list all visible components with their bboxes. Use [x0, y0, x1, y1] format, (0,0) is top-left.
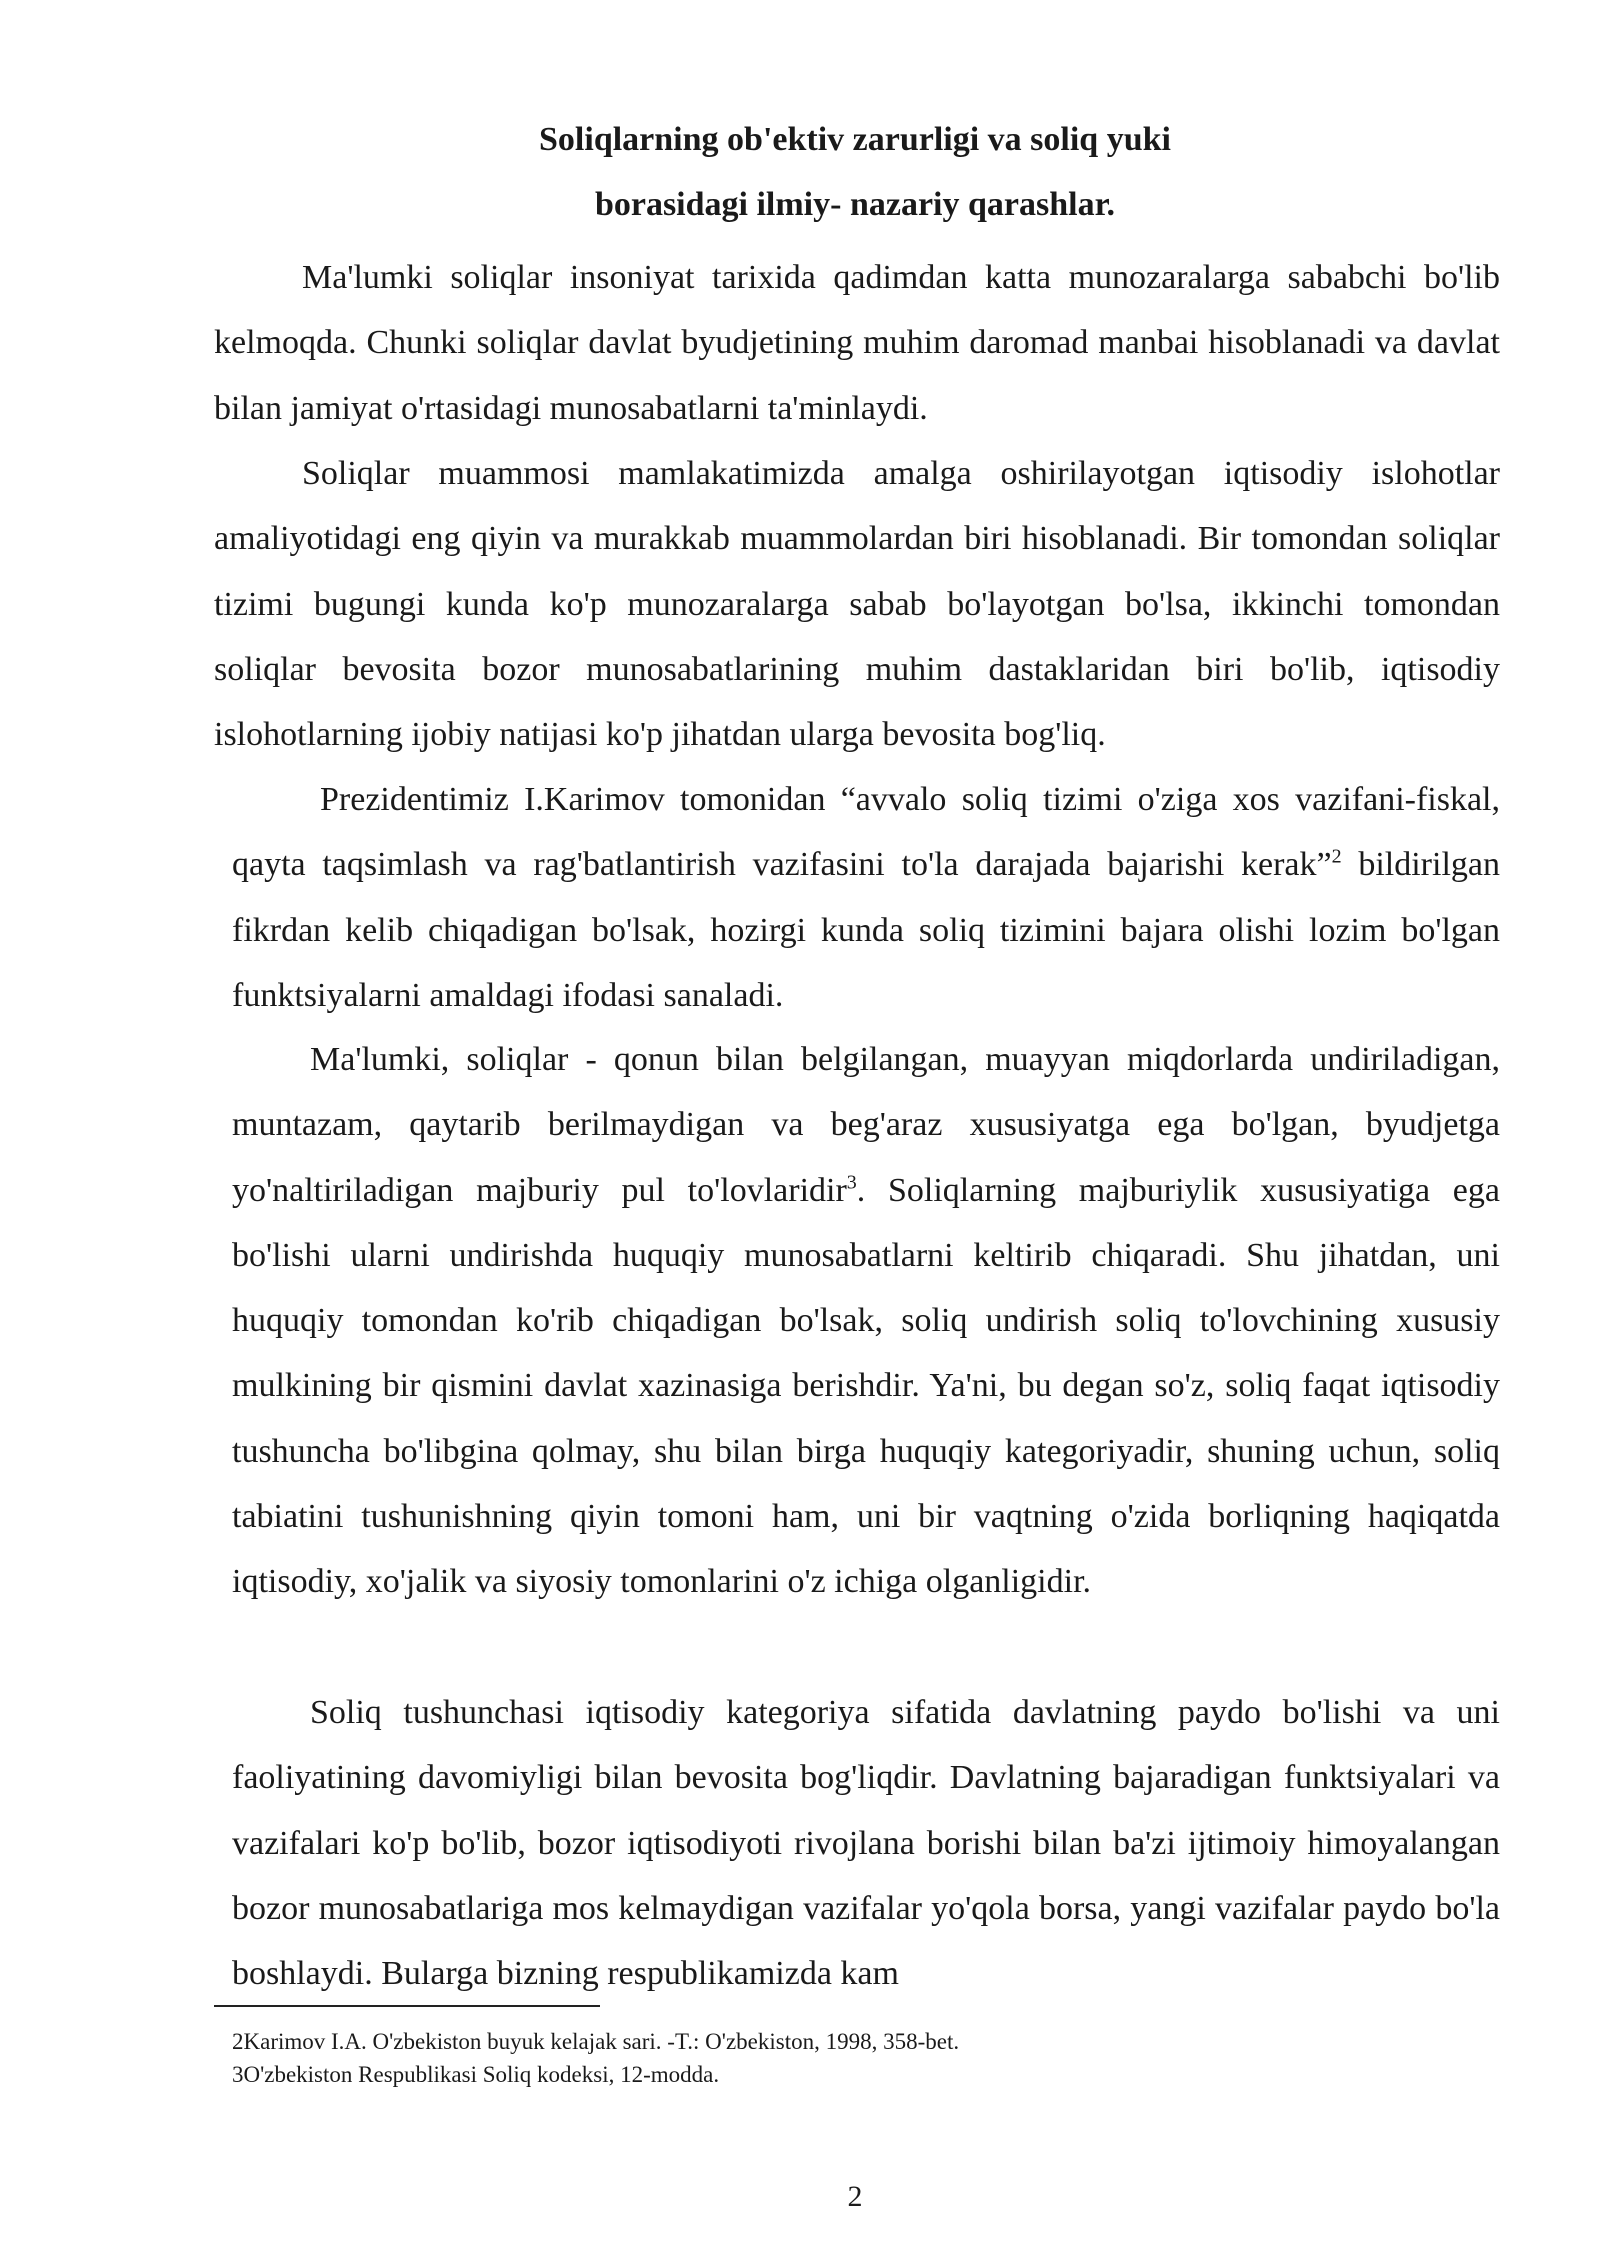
footnote-3 [232, 2058, 959, 2091]
paragraph-4-text-b: . Soliqlarning majburiylik xususiyatiga ega bo'lishi ularni undirishda huquqiy munosabatlarni keltirib chiqaradi. Shu jihatdan, uni huquqiy tomondan ko'rib chiqadigan bo'lsak, soliq undirish soliq to'lovchining xususiy mulkining bir qismini davlat xazinasiga berishdir. Ya'ni, bu degan so'z, soliq faqat iqtisodiy tushuncha bo'libgina qolmay, shu bilan birga huquqiy kategoriyadir, shuning uchun, soliq tabiatini tushunishning qiyin tomoni ham, uni bir vaqtning o'zida borliqning haqiqatda iqtisodiy, xo'jalik va siyosiy tomonlarini o'z ichiga olganligidir. [232, 1171, 1500, 1601]
page-number: 2 [847, 2180, 863, 2213]
paragraph-5: Soliq tushunchasi iqtisodiy kategoriya sifatida davlatning paydo bo'lishi va uni faoliyatining davomiyligi bilan bevosita bog'liqdir. Davlatning bajaradigan funktsiyalari va vazifalari ko'p bo'lib, bozor iqtisodiyoti rivojlana borishi bilan ba'zi ijtimoiy himoyalangan bozor munosabatlariga mos kelmaydigan vazifalar yo'qola borsa, yangi vazifalar paydo bo'la boshlaydi. Bularga bizning respublikamizda kam [232, 1694, 1500, 1993]
footnote-ref-3: 3 [846, 1171, 857, 1194]
heading-line-1: Soliqlarning ob'ektiv zarurligi va soliq yuki [539, 121, 1171, 158]
paragraph-1: Ma'lumki soliqlar insoniyat tarixida qadimdan katta munozaralarga sababchi bo'lib kelmoqda. Chunki soliqlar davlat byudjetining muhim daromad manbai hisoblanadi va davlat bilan jamiyat o'rtasidagi munosabatlarni ta'minlaydi. [214, 259, 1500, 427]
footnote-ref-2: 2 [1331, 845, 1342, 868]
footnote-text: O'zbekiston Respublikasi Soliq kodeksi, 12-modda. [243, 2062, 720, 2087]
paragraph-3 [232, 767, 1500, 1028]
footnote-2 [232, 2025, 959, 2058]
footnote-number: 3 [232, 2062, 244, 2087]
footnote-number: 2 [232, 2029, 244, 2054]
footnote-text: Karimov I.A. O'zbekiston buyuk kelajak sari. -T.: O'zbekiston, 1998, 358-bet. [243, 2029, 960, 2054]
paragraph-4 [232, 1027, 1500, 1615]
paragraph-3-text-a: Prezidentimiz I.Karimov tomonidan “avvalo soliq tizimi o'ziga xos vazifani-fiskal, qayta taqsimlash va rag'batlantirish vazifasini to'la darajada bajarishi kerak” [232, 781, 1500, 884]
footnotes [232, 2025, 959, 2091]
footnote-separator [214, 2005, 600, 2007]
heading-line-2: borasidagi ilmiy- nazariy qarashlar. [594, 186, 1116, 223]
paragraph-4-text-a: Ma'lumki, soliqlar - qonun bilan belgilangan, muayyan miqdorlarda undiriladigan, muntazam, qaytarib berilmaydigan va beg'araz xususiyatga ega bo'lgan, byudjetga yo'naltiriladigan majburiy pul to'lovlaridir [232, 1041, 1500, 1209]
paragraph-3-text-b: bildirilgan fikrdan kelib chiqadigan bo'lsak, hozirgi kunda soliq tizimini bajara olishi lozim bo'lgan funktsiyalarni amaldagi ifodasi sanaladi. [232, 846, 1500, 1014]
paragraph-2: Soliqlar muammosi mamlakatimizda amalga oshirilayotgan iqtisodiy islohotlar amaliyotidagi eng qiyin va murakkab muammolardan biri hisoblanadi. Bir tomondan soliqlar tizimi bugungi kunda ko'p munozaralarga sabab bo'layotgan bo'lsa, ikkinchi tomondan soliqlar bevosita bozor munosabatlarining muhim dastaklaridan biri bo'lib, iqtisodiy islohotlarning ijobiy natijasi ko'p jihatdan ularga bevosita bog'liq. [214, 455, 1500, 754]
